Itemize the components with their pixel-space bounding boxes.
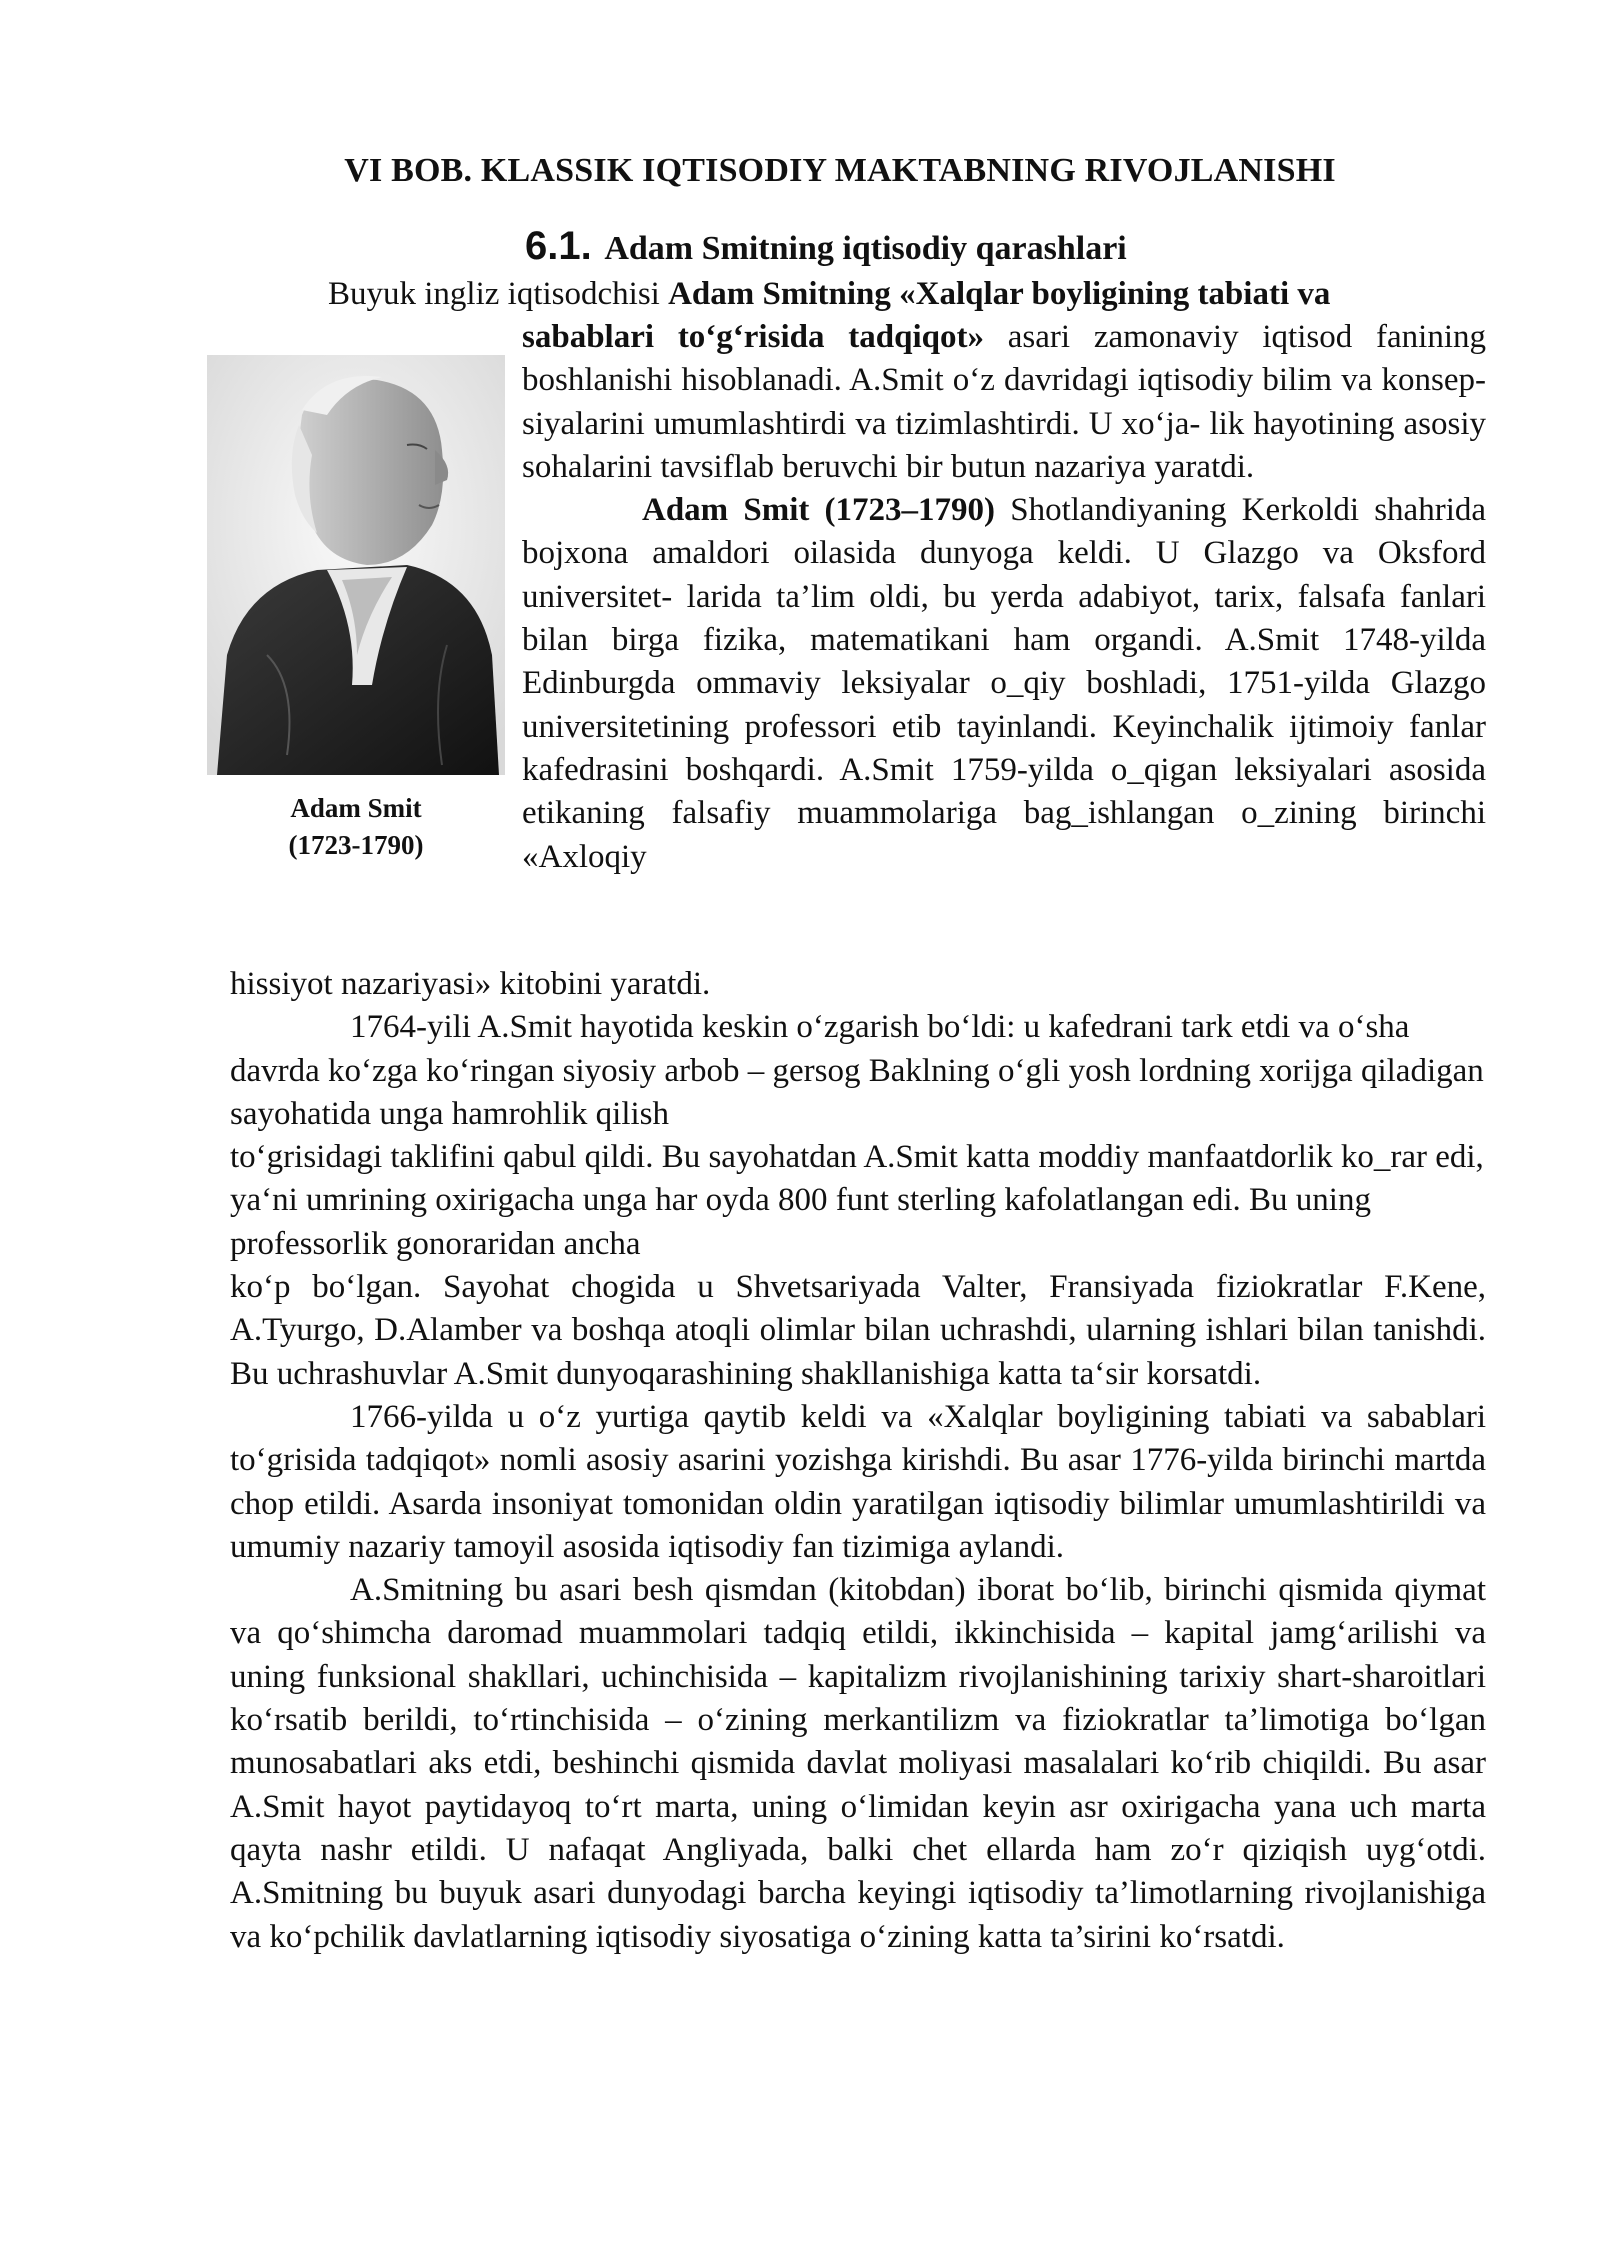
paragraph-five-parts: A.Smitning bu asari besh qismdan (kitobdan) iborat bo‘lib, birinchi qismida qiymat va qo‘shimcha daromad muammolari tadqiq etildi, ikkinchisida – kapital jamg‘arilishi va uning funksional shakllari, uchinchisida – kapitalizm rivojlanishining tarixiy shart-sharoitlari ko‘rsatib berildi, to‘rtinchisida – o‘zining merkantilizm va fiziokratlar ta’limotiga bo‘lgan munosabatlari aks etdi, beshinchi qismida davlat moliyasi masalalari ko‘rib chiqildi. Bu asar A.Smit hayot paytidayoq to‘rt marta, uning o‘limidan keyin asr oxirigacha yana uch marta qayta nashr etildi. U nafaqat Angliyada, balki chet ellarda ham zo‘r qiziqish uyg‘otdi. A.Smitning bu buyuk asari dunyodagi barcha keyingi iqtisodiy ta’limotlarning rivojlanishiga va ko‘pchilik davlatlarning iqtisodiy siyosatiga o‘zining katta ta’sirini ko‘rsatdi. bbox=[230, 1572, 1486, 1955]
portrait-caption bbox=[207, 790, 505, 864]
intro-book-title: sabablari to‘g‘risida tadqiqot» bbox=[522, 319, 984, 355]
section-number: 6.1. bbox=[525, 224, 592, 268]
section-title: Adam Smitning iqtisodiy qarashlari bbox=[604, 230, 1127, 267]
paragraph-1764-a: 1764-yili A.Smit hayotida keskin o‘zgarish bo‘ldi: u kafedrani tark etdi va o‘sha davrda ko‘zga ko‘ringan siyosiy arbob – gersog Baklning o‘gli yosh lordning xorijga qiladigan sayohatida unga hamrohlik qilish bbox=[230, 1009, 1484, 1132]
portrait-image bbox=[207, 355, 505, 775]
intro-lead-bold: Adam Smitning «Xalqlar boyligining tabiati va bbox=[668, 276, 1331, 312]
bio-tail: hissiyot nazariyasi» kitobini yaratdi. bbox=[230, 966, 711, 1002]
intro-lead-plain: Buyuk ingliz iqtisodchisi bbox=[328, 276, 669, 312]
paragraph-1764-b: to‘grisidagi taklifini qabul qildi. Bu sayohatdan A.Smit katta moddiy manfaatdorlik ko_rar edi, ya‘ni umrining oxirigacha unga har oyda 800 funt sterling kafolatlangan edi. Bu uning professorlik gonoraridan ancha bbox=[230, 1139, 1484, 1262]
caption-years: (1723-1790) bbox=[288, 830, 424, 860]
wrapped-text-block bbox=[522, 316, 1486, 879]
paragraph-1766: 1766-yilda u o‘z yurtiga qaytib keldi va «Xalqlar boyligining tabiati va sabablari to‘grisida tadqiqot» nomli asosiy asarini yozishga kirishdi. Bu asar 1776-yilda birinchi martda chop etildi. Asarda insoniyat tomonidan oldin yaratilgan iqtisodiy bilimlar umumlashtirildi va umumiy nazariy tamoyil asosida iqtisodiy fan tizimiga aylandi. bbox=[230, 1398, 1486, 1565]
intro-text: asari zamonaviy iqtisod fanining boshlanishi hisoblanadi. A.Smit o‘z davridagi iqtisodiy bilim va konsep- siyalarini umumlashtirdi va tizimlashtirdi. U xo‘ja- lik hayotining asosiy sohalarini tavsiflab beruvchi bir butun nazariya yaratdi. bbox=[522, 319, 1486, 485]
intro-lead-line bbox=[230, 273, 1486, 316]
chapter-title: VI BOB. KLASSIK IQTISODIY MAKTABNING RIVOJLANISHI bbox=[344, 152, 1336, 189]
bio-text: Shotlandiyaning Kerkoldi shahrida bojxona amaldori oilasida dunyoga keldi. U Glazgo va Oksford universitet- larida ta’lim oldi, bu yerda adabiyot, tarix, falsafa fanlari bilan birga fizika, matematikani ham organdi. A.Smit 1748-yilda Edinburgda ommaviy leksiyalar o_qiy boshladi, 1751-yilda Glazgo universitetining professori etib tayinlandi. Keyinchalik ijtimoiy fanlar kafedrasini boshqardi. A.Smit 1759-yilda o_qigan leksiyalari asosida etikaning falsafiy muammolariga bag_ishlangan o_zining birinchi «Axloqiy bbox=[522, 492, 1487, 875]
adam-smith-portrait-engraving bbox=[207, 355, 505, 775]
bio-paragraph bbox=[522, 489, 1486, 879]
caption-name: Adam Smit bbox=[290, 793, 422, 823]
main-text-flow bbox=[230, 963, 1486, 1959]
bio-name: Adam Smit (1723–1790) bbox=[642, 492, 996, 529]
intro-paragraph bbox=[522, 316, 1486, 489]
section-heading bbox=[525, 224, 1127, 269]
paragraph-1764-c: ko‘p bo‘lgan. Sayohat chogida u Shvetsariyada Valter, Fransiyada fiziokratlar F.Kene, A.Tyurgo, D.Alamber va boshqa atoqli olimlar bilan uchrashdi, ularning ishlari bilan tanishdi. Bu uchrashuvlar A.Smit dunyoqarashining shakllanishiga katta ta‘sir korsatdi. bbox=[230, 1269, 1486, 1392]
